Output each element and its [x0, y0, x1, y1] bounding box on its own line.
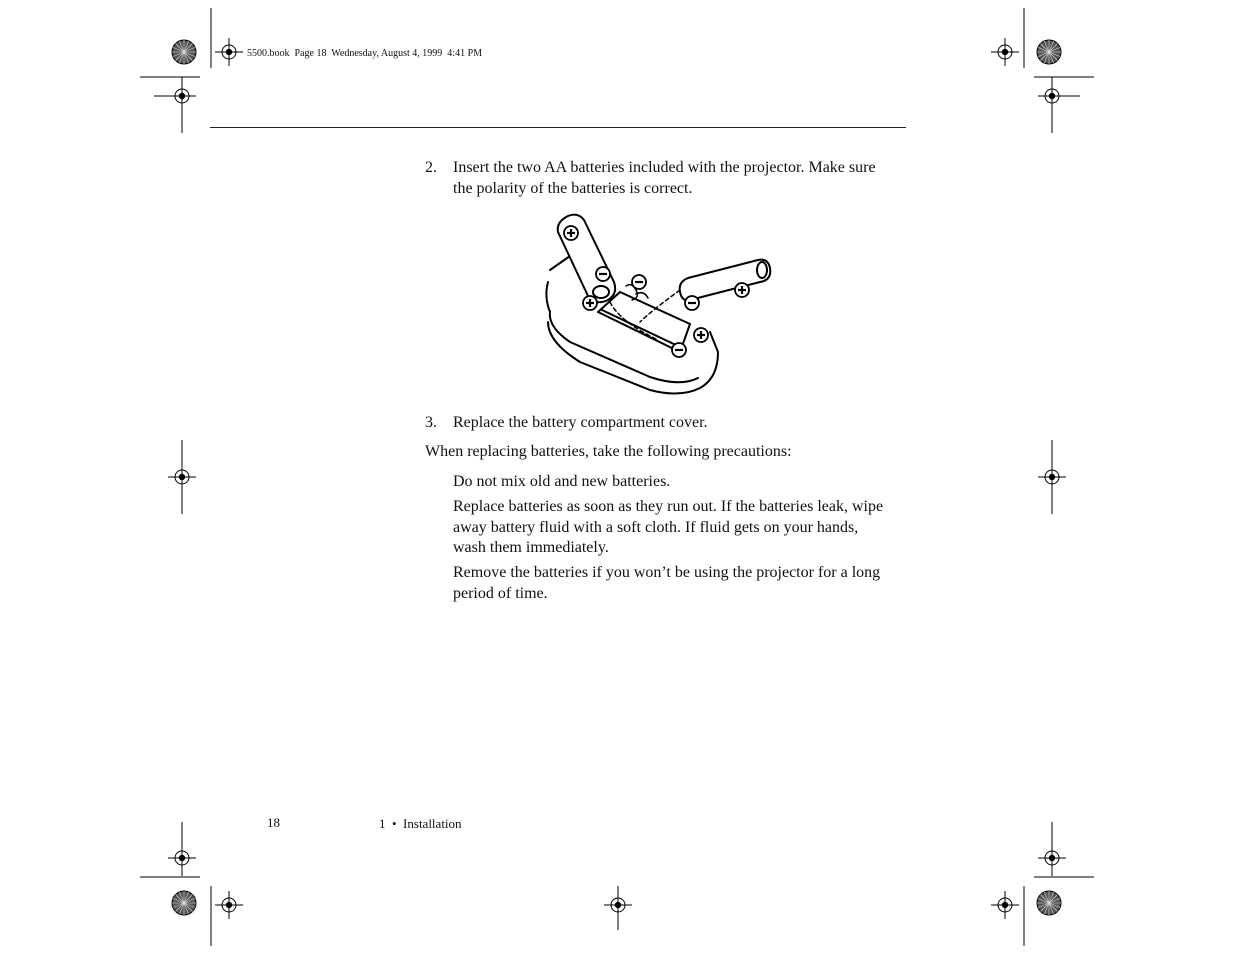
- step-3-number: 3.: [425, 414, 437, 431]
- precaution-item: Remove the batteries if you won’t be using the projector for a long period of time.: [453, 564, 881, 602]
- header-rule: [210, 127, 906, 128]
- precaution-item: Do not mix old and new batteries.: [453, 473, 671, 490]
- step-2-text: Insert the two AA batteries included with the projector. Make sure the polarity of the batteries is correct.: [453, 159, 876, 197]
- print-header-stamp: 5500.book Page 18 Wednesday, August 4, 1999 4:41 PM: [247, 48, 483, 59]
- precaution-item: Replace batteries as soon as they run out. If the batteries leak, wipe away battery fluid with a soft cloth. If fluid gets on your hands, wash them immediately.: [453, 498, 884, 556]
- step-2-number: 2.: [425, 159, 437, 176]
- step-3-text: Replace the battery compartment cover.: [453, 414, 708, 431]
- page-number: 18: [267, 815, 280, 830]
- remote-battery-insertion-illustration: [540, 212, 780, 398]
- precautions-intro: When replacing batteries, take the following precautions:: [425, 443, 792, 460]
- footer-section-title: 1 • Installation: [379, 816, 462, 831]
